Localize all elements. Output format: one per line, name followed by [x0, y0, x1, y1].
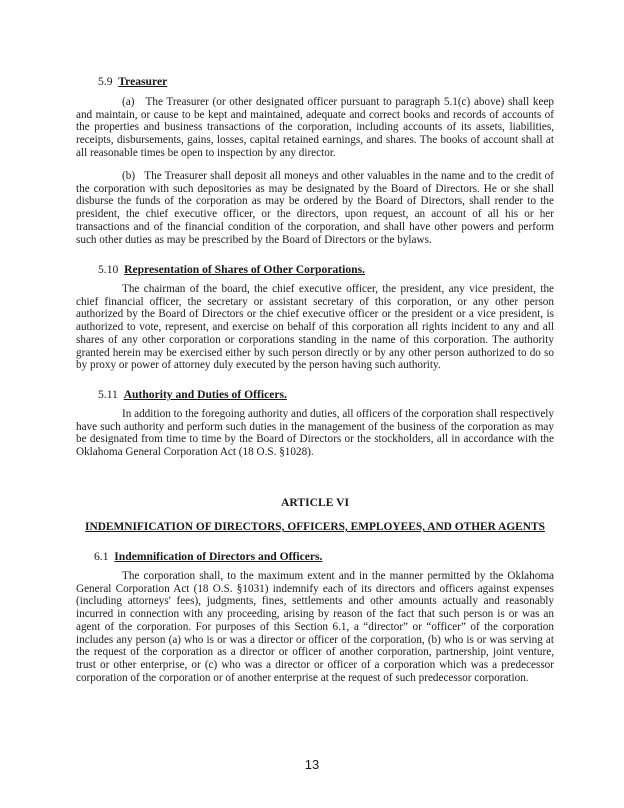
section-number: 5.11: [98, 388, 118, 401]
section-5-9-para-a: [76, 96, 554, 160]
section-5-10-text: [76, 283, 554, 372]
section-6-1-heading: [94, 551, 322, 564]
section-number: 5.10: [98, 263, 119, 276]
para-label: (b): [122, 170, 136, 182]
section-5-11-text: [76, 408, 554, 459]
section-title: Representation of Shares of Other Corporations.: [124, 263, 365, 276]
para-label: (a): [122, 96, 135, 108]
section-title: Indemnification of Directors and Officers.: [114, 550, 323, 563]
para-text: The Treasurer (or other designated officer pursuant to paragraph 5.1(c) above) shall keep and maintain, or cause to be kept and maintained, adequate and correct books and records of accounts of the properties and business transactions of the corporation, including accounts of its assets, liabilities, receipts, disbursements, gains, losses, capital retained earnings, and shares. The books of account shall at all reasonable times be open to inspection by any director.: [76, 96, 555, 159]
para-text: The chairman of the board, the chief executive officer, the president, any vice president, the chief financial officer, the secretary or assistant secretary of this corporation, or any other person authorized by the Board of Directors or the chief executive officer or the president or a vice president, is authorized to vote, represent, and exercise on behalf of this corporation all rights incident to any and all shares of any other corporation or corporations standing in the name of this corporation. The authority granted herein may be exercised either by such person directly or by any other person authorized to do so by proxy or power of attorney duly executed by the person having such authority.: [76, 283, 554, 372]
article-subtitle: INDEMNIFICATION OF DIRECTORS, OFFICERS, EMPLOYEES, AND OTHER AGENTS: [85, 521, 545, 533]
section-5-9-heading: [98, 76, 167, 89]
article-title: ARTICLE VI: [281, 496, 349, 509]
para-text: In addition to the foregoing authority and duties, all officers of the corporation shall respectively have such authority and perform such duties in the management of the business of the corporation as may be designated from time to time by the Board of Directors or the stockholders, all in accordance with the Oklahoma General Corporation Act (18 O.S. §1028).: [76, 408, 554, 459]
section-5-11-heading: [98, 389, 287, 402]
section-5-10-heading: [98, 264, 365, 277]
section-number: 6.1: [94, 550, 109, 563]
page-number: 13: [304, 757, 320, 772]
para-text: The corporation shall, to the maximum extent and in the manner permitted by the Oklahoma General Corporation Act (18 O.S. §1031) indemnify each of its directors and officers against expenses (including attorneys' fees), judgments, fines, settlements and other amounts actually and reasonably incurred in connection with any proceeding, arising by reason of the fact that such person is or was an agent of the corporation. For purposes of this Section 6.1, a “director” or “officer” of the corporation includes any person (a) who is or was a director or officer of the corporation, (b) who is or was serving at the request of the corporation as a director or officer of another corporation, partnership, joint venture, trust or other enterprise, or (c) who was a director or officer of a corporation which was a predecessor corporation of the corporation or of another enterprise at the request of such predecessor corporation.: [76, 570, 554, 684]
para-text: The Treasurer shall deposit all moneys and other valuables in the name and to the credit of the corporation with such depositories as may be designated by the Board of Directors. He or she shall disburse the funds of the corporation as may be ordered by the Board of Directors, shall render to the president, the chief executive officer, or the directors, upon request, an account of all his or her transactions and of the financial condition of the corporation, and shall have other powers and perform such other duties as may be prescribed by the Board of Directors or the bylaws.: [76, 170, 554, 246]
section-5-9-para-b: [76, 170, 554, 246]
section-title: Authority and Duties of Officers.: [123, 388, 287, 401]
section-number: 5.9: [98, 75, 113, 88]
section-title: Treasurer: [118, 75, 168, 88]
section-6-1-text: [76, 570, 554, 684]
